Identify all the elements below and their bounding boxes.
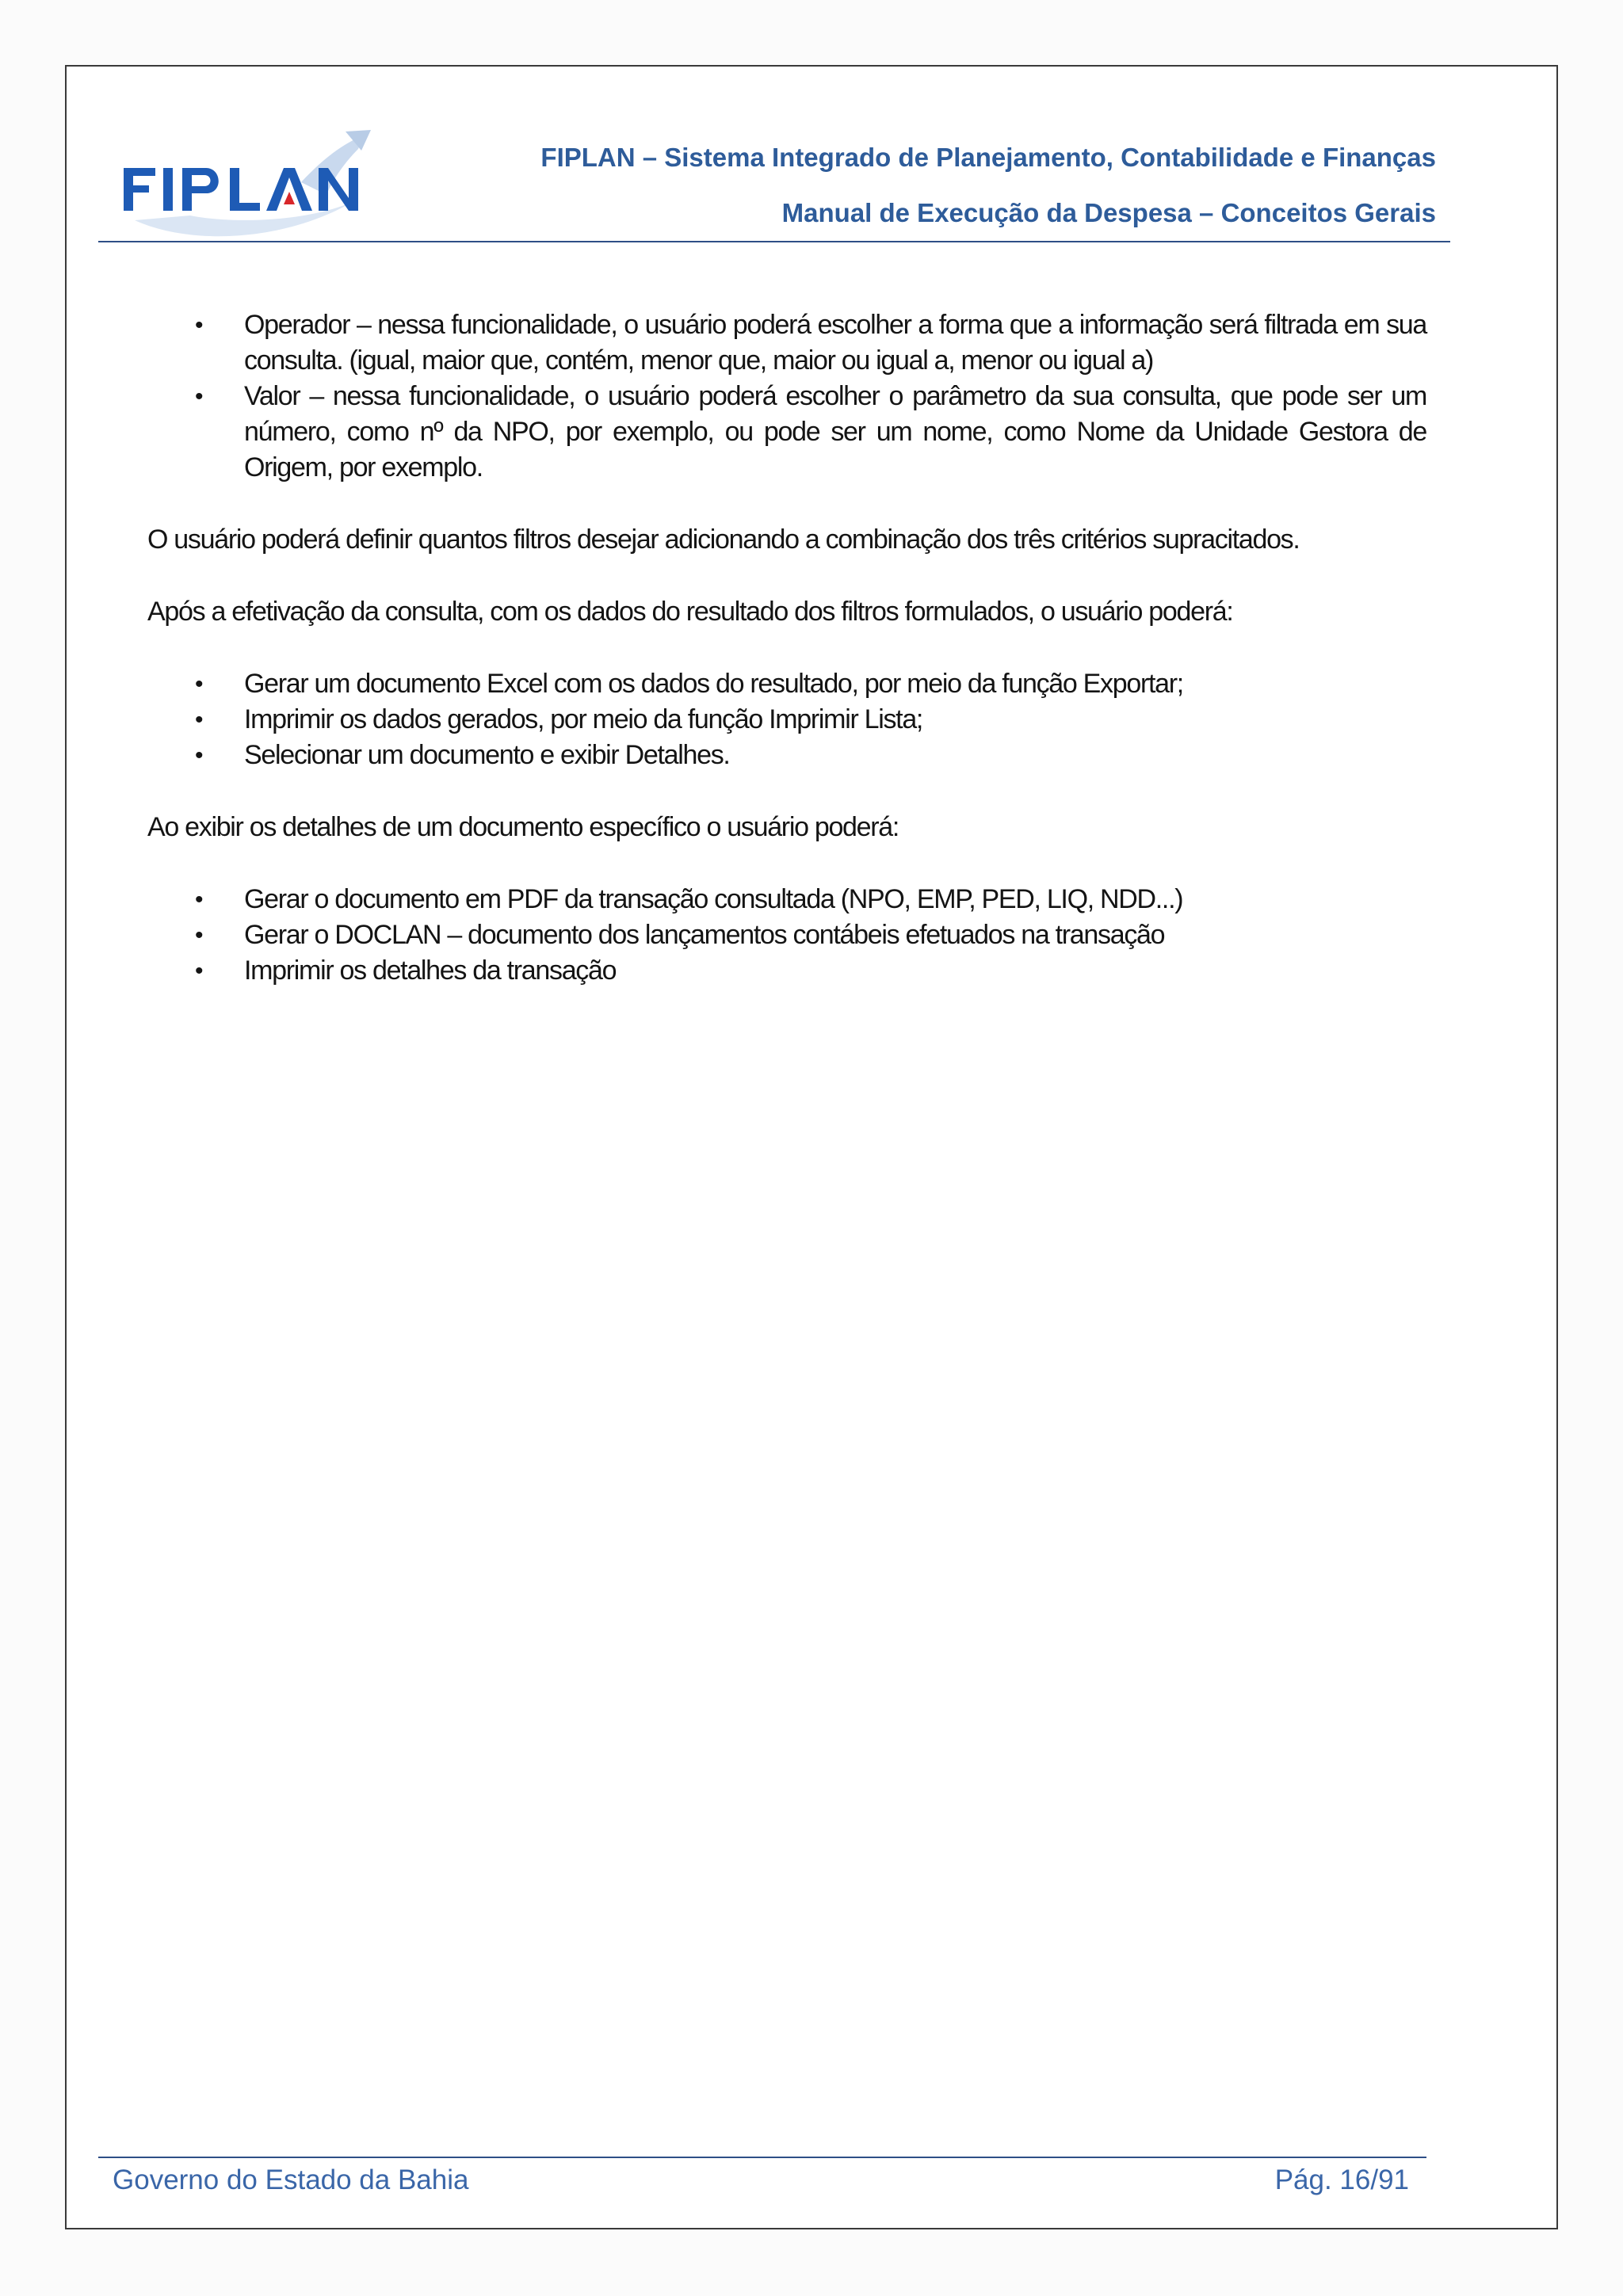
list-item-text: Gerar o documento em PDF da transação consultada (NPO, EMP, PED, LIQ, NDD...) bbox=[244, 884, 1183, 914]
header-divider bbox=[98, 241, 1450, 242]
header-title: FIPLAN – Sistema Integrado de Planejamento, Contabilidade e Finanças bbox=[540, 143, 1436, 172]
bullet-icon: • bbox=[195, 958, 203, 984]
header-subtitle: Manual de Execução da Despesa – Conceitos Gerais bbox=[781, 198, 1436, 227]
list-item-text: Gerar um documento Excel com os dados do resultado, por meio da função Exportar; bbox=[244, 669, 1183, 699]
bullet-icon: • bbox=[195, 671, 203, 697]
list-item bbox=[147, 702, 1426, 738]
list-item bbox=[147, 379, 1426, 486]
list-item-text: Selecionar um documento e exibir Detalhes. bbox=[244, 740, 730, 770]
footer-divider bbox=[98, 2157, 1426, 2158]
list-item-text: Operador – nessa funcionalidade, o usuário poderá escolher a forma que a informação será filtrada em sua consulta. (igual, maior que, contém, menor que, maior ou igual a, menor ou igual a) bbox=[244, 310, 1426, 376]
result-actions-list bbox=[147, 666, 1426, 773]
list-item bbox=[147, 882, 1426, 917]
paragraph-after-query: Após a efetivação da consulta, com os dados do resultado dos filtros formulados, o usuário poderá: bbox=[147, 597, 1233, 627]
bullet-icon: • bbox=[195, 922, 203, 948]
list-item bbox=[147, 917, 1426, 953]
bullet-icon: • bbox=[195, 383, 203, 410]
list-item bbox=[147, 738, 1426, 773]
list-item bbox=[147, 307, 1426, 379]
list-item-text: Imprimir os detalhes da transação bbox=[244, 955, 617, 986]
detail-actions-list bbox=[147, 882, 1426, 989]
bullet-icon: • bbox=[195, 887, 203, 913]
document-body bbox=[147, 307, 1426, 989]
fiplan-logo bbox=[119, 127, 380, 246]
criteria-list bbox=[147, 307, 1426, 486]
list-item bbox=[147, 953, 1426, 989]
paragraph-filters: O usuário poderá definir quantos filtros desejar adicionando a combinação dos três critérios supracitados. bbox=[147, 524, 1300, 555]
bullet-icon: • bbox=[195, 312, 203, 338]
list-item-text: Gerar o DOCLAN – documento dos lançamentos contábeis efetuados na transação bbox=[244, 920, 1165, 950]
bullet-icon: • bbox=[195, 742, 203, 769]
footer-organization: Governo do Estado da Bahia bbox=[113, 2164, 469, 2195]
paragraph-details: Ao exibir os detalhes de um documento específico o usuário poderá: bbox=[147, 812, 899, 842]
list-item-text: Valor – nessa funcionalidade, o usuário poderá escolher o parâmetro da sua consulta, que pode ser um número, como nº da NPO, por exemplo, ou pode ser um nome, como Nome da Unidade Gestora de Origem, por exemplo. bbox=[244, 381, 1426, 482]
list-item bbox=[147, 666, 1426, 702]
list-item-text: Imprimir os dados gerados, por meio da função Imprimir Lista; bbox=[244, 704, 923, 734]
page-number: Pág. 16/91 bbox=[1274, 2164, 1409, 2195]
bullet-icon: • bbox=[195, 707, 203, 733]
